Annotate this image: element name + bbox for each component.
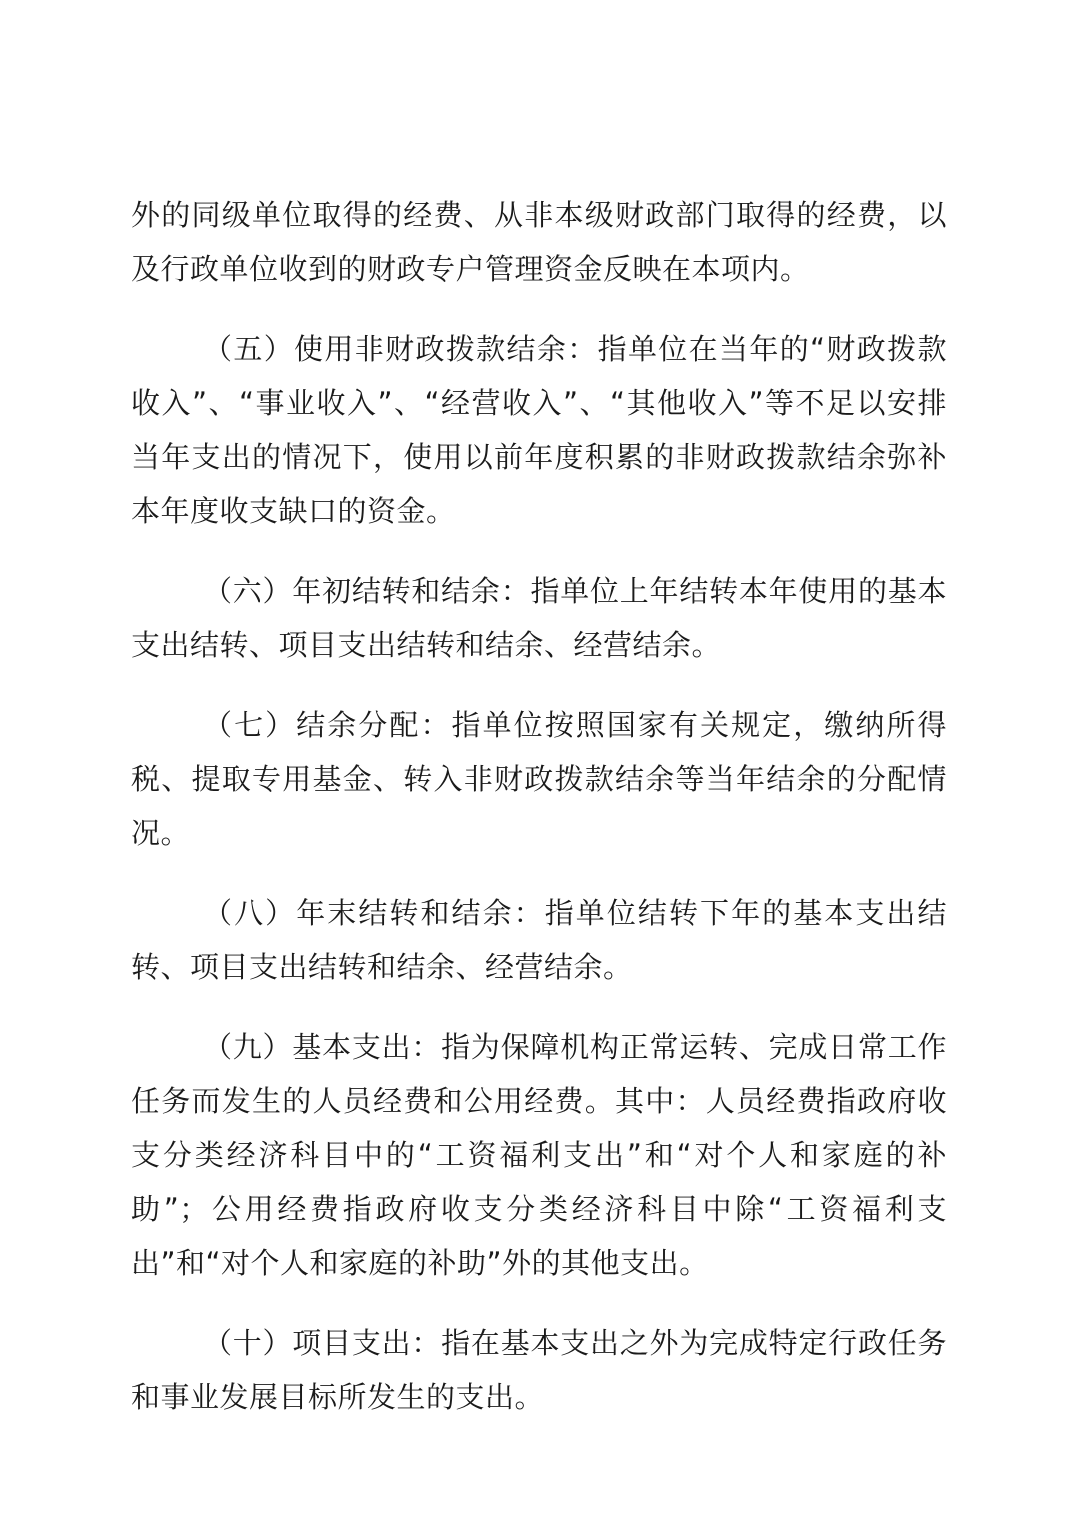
paragraph-item-9: （九）基本支出：指为保障机构正常运转、完成日常工作任务而发生的人员经费和公用经费。其中：人员经费指政府收支分类经济科目中的“工资福利支出”和“对个人和家庭的补助”；公用经费指政府收支分类经济科目中除“工资福利支出”和“对个人和家庭的补助”外的其他支出。 — [131, 1030, 947, 1280]
document-body — [131, 188, 947, 1450]
paragraph-continuation: 外的同级单位取得的经费、从非本级财政部门取得的经费，以及行政单位收到的财政专户管理资金反映在本项内。 — [131, 198, 947, 286]
paragraph-item-8: （八）年末结转和结余：指单位结转下年的基本支出结转、项目支出结转和结余、经营结余。 — [131, 896, 947, 984]
paragraph-item-10: （十）项目支出：指在基本支出之外为完成特定行政任务和事业发展目标所发生的支出。 — [131, 1326, 947, 1414]
paragraph-item-6: （六）年初结转和结余：指单位上年结转本年使用的基本支出结转、项目支出结转和结余、经营结余。 — [131, 574, 947, 662]
paragraph-item-7: （七）结余分配：指单位按照国家有关规定，缴纳所得税、提取专用基金、转入非财政拨款结余等当年结余的分配情况。 — [131, 708, 947, 850]
paragraph-item-5: （五）使用非财政拨款结余：指单位在当年的“财政拨款收入”、“事业收入”、“经营收入”、“其他收入”等不足以安排当年支出的情况下，使用以前年度积累的非财政拨款结余弥补本年度收支缺口的资金。 — [131, 332, 947, 528]
